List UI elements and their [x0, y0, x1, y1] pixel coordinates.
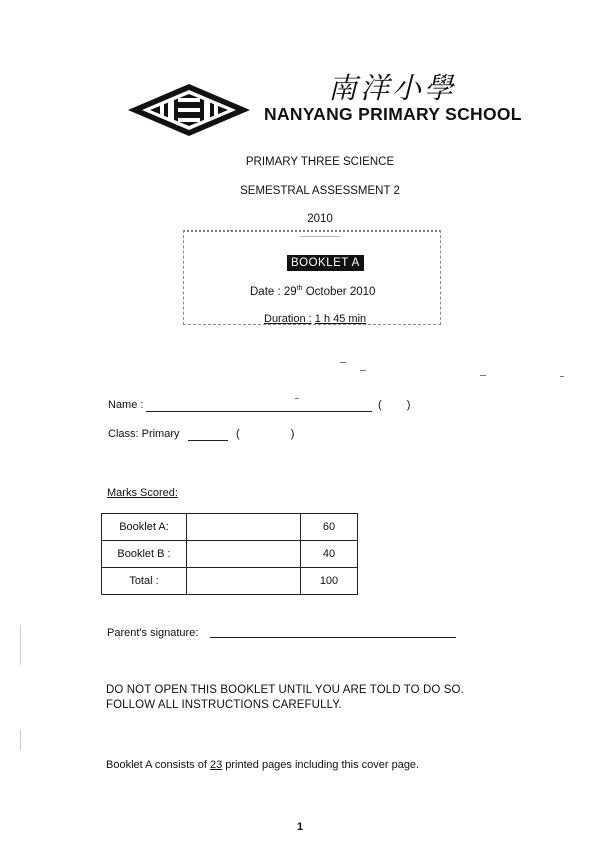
date-label: Date : — [250, 285, 281, 298]
marks-table — [101, 513, 358, 595]
instruction-line-1: DO NOT OPEN THIS BOOKLET UNTIL YOU ARE TOLD TO DO SO. — [106, 684, 464, 696]
booklet-badge: BOOKLET A — [287, 255, 364, 271]
max-marks: 100 — [301, 568, 358, 595]
date-suffix: th — [296, 285, 303, 292]
score-cell[interactable] — [187, 568, 301, 595]
page-number: 1 — [296, 821, 304, 833]
max-marks: 60 — [301, 514, 358, 541]
table-row — [102, 568, 358, 595]
row-label: Total : — [102, 568, 187, 595]
name-label: Name : — [108, 399, 144, 411]
class-label: Class: Primary — [108, 428, 180, 440]
name-field[interactable] — [146, 411, 372, 412]
signature-label: Parent's signature: — [107, 627, 199, 639]
page-count: 23 — [209, 759, 223, 771]
date-rest: October 2010 — [305, 285, 376, 298]
assessment-year: 2010 — [307, 213, 333, 225]
subject-title: PRIMARY THREE SCIENCE — [245, 156, 395, 168]
signature-field[interactable] — [210, 637, 456, 638]
instruction-line-2: FOLLOW ALL INSTRUCTIONS CAREFULLY. — [106, 699, 342, 711]
exam-duration — [264, 313, 366, 325]
school-crest-icon — [128, 84, 250, 136]
index-number-field[interactable]: ( ) — [378, 399, 411, 411]
class-teacher-field[interactable]: ( ) — [236, 428, 295, 440]
score-cell[interactable] — [187, 514, 301, 541]
row-label: Booklet A: — [102, 514, 187, 541]
table-row — [102, 514, 358, 541]
marks-title: Marks Scored: — [107, 487, 178, 499]
max-marks: 40 — [301, 541, 358, 568]
school-name: NANYANG PRIMARY SCHOOL — [264, 104, 522, 124]
duration-label: Duration : — [264, 313, 312, 325]
page-count-prefix: Booklet A consists of — [106, 759, 210, 771]
date-day: 29 — [283, 285, 297, 298]
page-count-note — [106, 759, 419, 771]
score-cell[interactable] — [187, 541, 301, 568]
school-name-chinese: 南洋小學 — [328, 71, 457, 105]
table-row — [102, 541, 358, 568]
row-label: Booklet B : — [102, 541, 187, 568]
assessment-title: SEMESTRAL ASSESSMENT 2 — [240, 185, 400, 197]
class-field[interactable] — [188, 440, 228, 441]
page-count-suffix: printed pages including this cover page. — [222, 759, 420, 771]
exam-date — [250, 285, 375, 298]
title-frame — [183, 230, 441, 325]
duration-value: 1 h 45 min — [314, 313, 367, 325]
